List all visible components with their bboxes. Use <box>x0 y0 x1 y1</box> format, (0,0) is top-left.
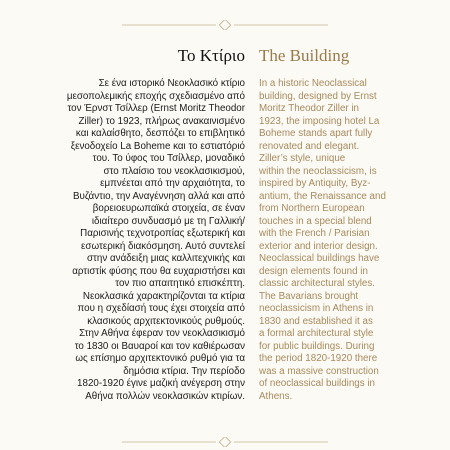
top-ornament-divider <box>122 20 328 30</box>
diamond-divider-icon <box>219 437 230 447</box>
english-body-text: In a historic Neoclassical building, designed by Ernst Moritz Theodor Ziller in 1923, the imposing hotel La Boheme stands apart fully renovated and elegant. Ziller’s style, unique within the neoclassicism, is inspired by Antiquity, Byz- antium, the Renaissance and from Northern European touches in a special blend with the French / Parisian exterior and interior design. Neoclassical buildings have design elements found in classic architectural styles. The Bavarians brought neoclassicism in Athens in 1830 and established it as a formal architectural style for public buildings. During the period 1820-1920 there was a massive construction of neoclassical buildings in Athens. <box>259 78 386 402</box>
greek-column <box>42 45 245 403</box>
greek-title: Το Κτίριο <box>177 46 245 65</box>
english-title: The Building <box>259 46 350 65</box>
bottom-ornament-divider <box>122 437 328 447</box>
diamond-divider-icon <box>219 20 230 30</box>
english-column <box>259 45 427 403</box>
greek-body-text: Σε ένα ιστορικό Νεοκλασικό κτίριο μεσοπολεμικής εποχής σχεδιασμένο από τον Έρνστ Τσίλλερ (Ernst Moritz Theodor Ziller) το 1923, πλήρως ανακαινισμένο και καλαίσθητο, δεσπόζει το επιβλητικό ξενοδοχείο La Boheme και το εστιατόριό του. Το ύφος του Τσίλλερ, μοναδικό στο πλαίσιο του νεοκλασικισμού, εμπνέεται από την αρχαιότητα, το Βυζάντιο, την Αναγέννηση αλλά και από βορειοευρωπαϊκά στοιχεία, σε έναν ιδιαίτερο συνδυασμό με τη Γαλλική/ Παρισινής τεχνοτροπίας εξωτερική και εσωτερική διακόσμηση. Αυτό συντελεί στην ανάδειξη μιας καλλιτεχνικής και αρτιστίκ φύσης που θα ευχαριστήσει και τον πιο απαιτητικό επισκέπτη. Νεοκλασικά χαρακτηρίζονται τα κτίρια που η σχεδίασή τους έχει στοιχεία από κλασικούς αρχιτεκτονικούς ρυθμούς. Στην Αθήνα έφεραν τον νεοκλασικισμό το 1830 οι Βαυαροί και τον καθιέρωσαν ως επίσημο αρχιτεκτονικό ρυθμό για τα δημόσια κτίρια. Την περίοδο 1820-1920 έγινε μαζική ανέγερση στην Αθήνα πολλών νεοκλασικών κτιρίων. <box>66 78 245 402</box>
